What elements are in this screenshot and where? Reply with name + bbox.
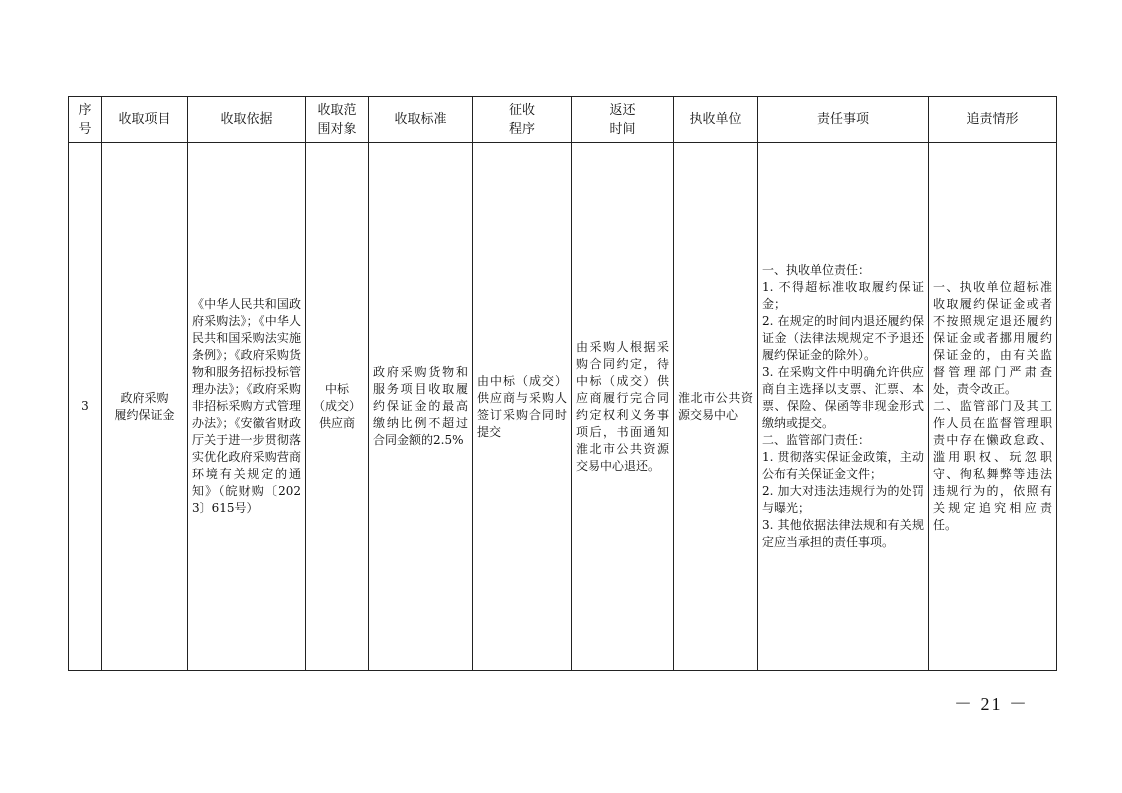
cell-collector: 淮北市公共资源交易中心 [674,143,758,671]
table-row [69,143,1057,671]
cell-refund-time: 由采购人根据采购合同约定，待中标（成交）供应商履行完合同约定权利义务事项后，书面通知淮北市公共资源交易中心退还。 [572,143,674,671]
header-item: 收取项目 [102,97,188,143]
header-seq: 序 号 [69,97,102,143]
cell-item: 政府采购 履约保证金 [102,143,188,671]
header-responsibility: 责任事项 [758,97,929,143]
header-refund-time: 返还 时间 [572,97,674,143]
responsibility-line: 3. 在采购文件中明确允许供应商自主选择以支票、汇票、本票、保险、保函等非现金形式缴纳或提交。 [762,365,924,430]
header-standard: 收取标准 [369,97,473,143]
cell-procedure: 由中标（成交）供应商与采购人签订采购合同时提交 [473,143,572,671]
page-number: － 21 － [954,694,1029,714]
cell-accountability [929,143,1057,671]
accountability-line: 一、执收单位超标准收取履约保证金或者不按照规定退还履约保证金或者挪用履约保证金的，由有关监督管理部门严肃查处，责令改正。 [933,280,1052,396]
responsibility-line: 1. 不得超标准收取履约保证金； [762,280,924,311]
accountability-line: 二、监管部门及其工作人员在监督管理职责中存在懒政怠政、滥用职权、玩忽职守、徇私舞弊等违法违规行为的，依照有关规定追究相应责任。 [933,399,1052,532]
responsibility-line: 2. 在规定的时间内退还履约保证金（法律法规规定不予退还履约保证金的除外）。 [762,314,924,362]
responsibility-line: 3. 其他依据法律法规和有关规定应当承担的责任事项。 [762,518,924,549]
header-row [69,97,1057,143]
header-scope: 收取范 围对象 [306,97,369,143]
responsibility-line: 2. 加大对违法违规行为的处罚与曝光； [762,484,924,515]
responsibility-line: 1. 贯彻落实保证金政策，主动公布有关保证金文件； [762,450,924,481]
cell-standard: 政府采购货物和服务项目收取履约保证金的最高缴纳比例不超过合同金额的2.5% [369,143,473,671]
header-accountability: 追责情形 [929,97,1057,143]
cell-scope: 中标 （成交） 供应商 [306,143,369,671]
cell-basis: 《中华人民共和国政府采购法》；《中华人民共和国采购法实施条例》；《政府采购货物和服务招标投标管理办法》；《政府采购非招标采购方式管理办法》；《安徽省财政厅关于进一步贯彻落实优化政府采购营商环境有关规定的通知》（皖财购〔2023〕615号） [188,143,306,671]
cell-seq: 3 [69,143,102,671]
responsibility-line: 二、监管部门责任： [762,433,871,447]
header-basis: 收取依据 [188,97,306,143]
header-procedure: 征收 程序 [473,97,572,143]
cell-responsibility [758,143,929,671]
responsibility-line: 一、执收单位责任： [762,263,871,277]
header-collector: 执收单位 [674,97,758,143]
fee-table [68,96,1057,671]
